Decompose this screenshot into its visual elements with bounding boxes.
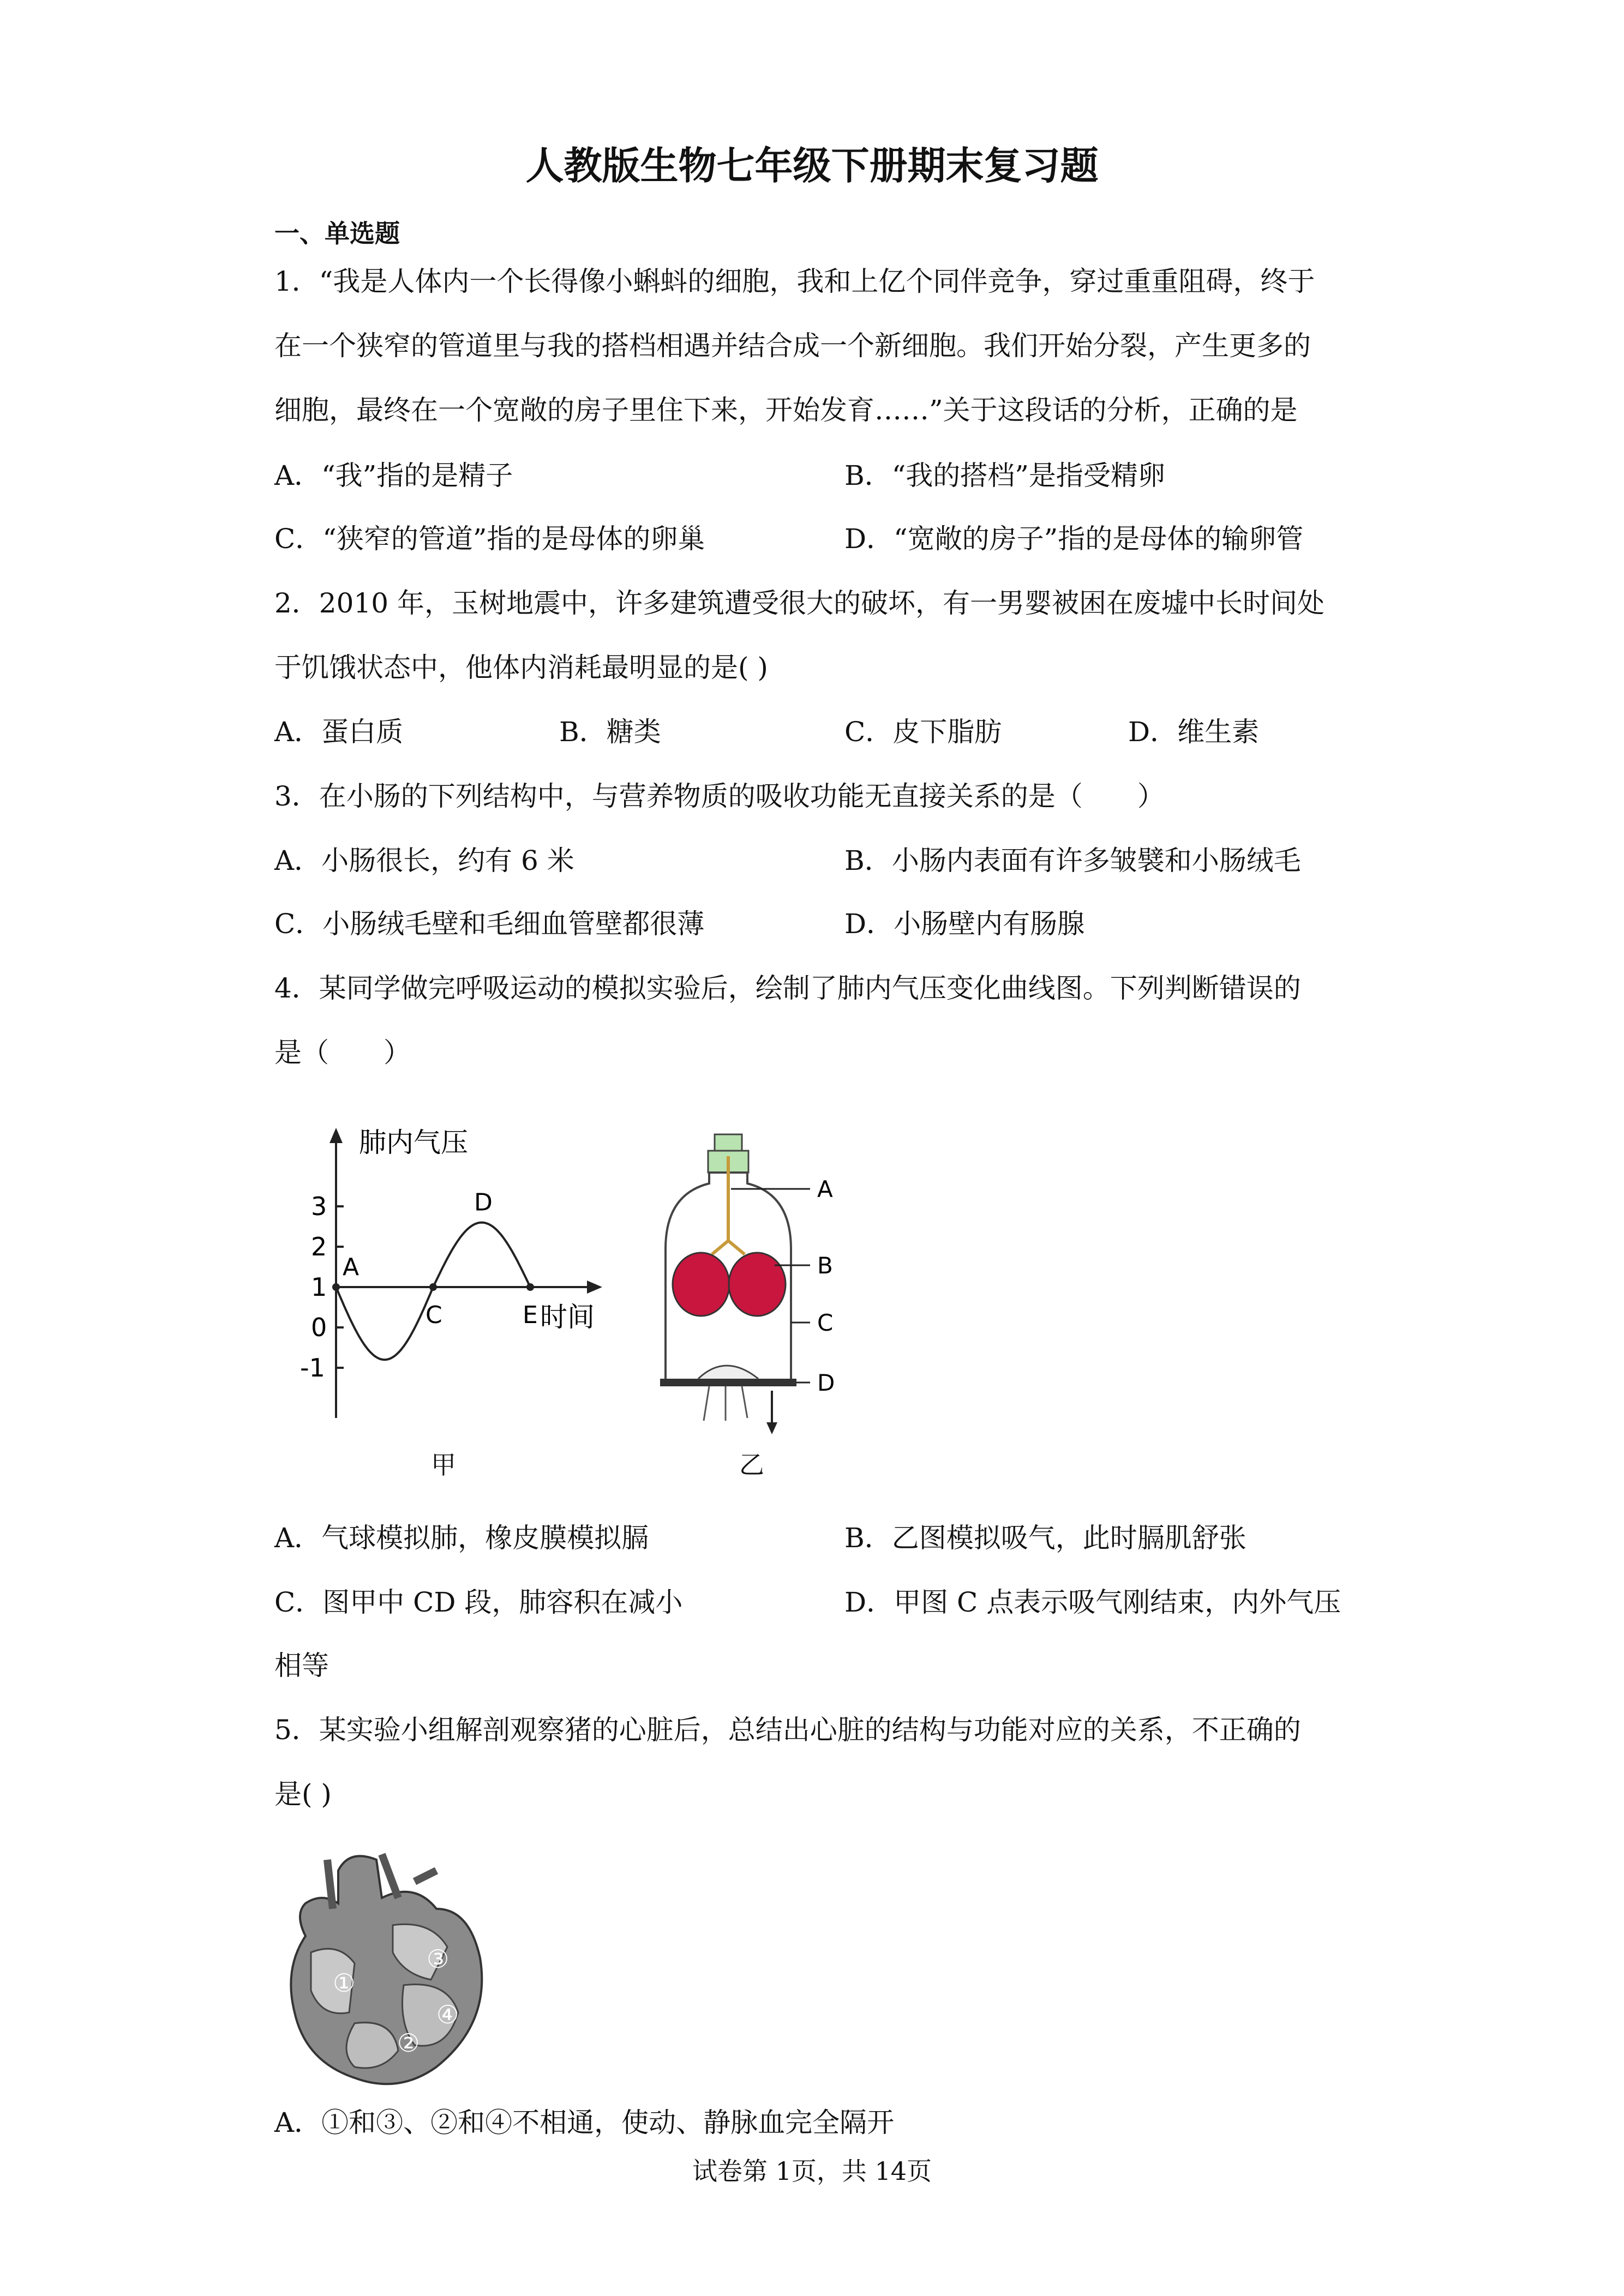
label-4: ④ xyxy=(436,2000,459,2029)
pressure-curve xyxy=(336,1223,530,1360)
q2-option-c[interactable]: C．皮下脂肪 xyxy=(844,716,1002,748)
point-label-e: E xyxy=(523,1301,538,1329)
y-tick-label: 1 xyxy=(311,1272,327,1302)
label-3: ③ xyxy=(427,1944,450,1974)
label-c: C xyxy=(817,1309,834,1336)
curve-points xyxy=(332,1189,538,1329)
label-b: B xyxy=(817,1252,833,1279)
y-tick-label: 0 xyxy=(311,1313,327,1342)
heart-figure xyxy=(273,1849,502,2100)
q2-line-2: 于饥饿状态中，他体内消耗最明显的是( ) xyxy=(274,652,768,683)
q4-option-d[interactable]: D．甲图 C 点表示吸气刚结束，内外气压 xyxy=(844,1586,1341,1618)
q4-option-b[interactable]: B．乙图模拟吸气，此时膈肌舒张 xyxy=(844,1522,1247,1554)
label-d: D xyxy=(817,1369,835,1396)
q3-option-d[interactable]: D．小肠壁内有肠腺 xyxy=(844,908,1085,940)
q3-option-a[interactable]: A．小肠很长，约有 6 米 xyxy=(274,845,574,876)
q4-option-d-continued: 相等 xyxy=(274,1650,329,1681)
rubber-membrane xyxy=(698,1366,758,1379)
point-label-d: D xyxy=(474,1188,493,1217)
q2-option-a[interactable]: A．蛋白质 xyxy=(274,716,404,748)
left-balloon xyxy=(673,1253,729,1316)
label-a: A xyxy=(817,1176,833,1203)
bronchi-tube xyxy=(712,1241,745,1254)
q1-line-2: 在一个狭窄的管道里与我的搭档相遇并结合成一个新细胞。我们开始分裂，产生更多的 xyxy=(274,330,1311,362)
q4-option-a[interactable]: A．气球模拟肺，橡皮膜模拟膈 xyxy=(274,1522,649,1554)
point-label-a: A xyxy=(343,1253,359,1281)
curve-point xyxy=(429,1283,437,1291)
figure-caption-jia: 甲 xyxy=(431,1450,456,1480)
q1-option-c[interactable]: C．“狭窄的管道”指的是母体的卵巢 xyxy=(274,523,705,555)
y-axis-arrow xyxy=(329,1128,343,1143)
q2-line-1: 2．2010 年，玉树地震中，许多建筑遭受很大的破坏，有一男婴被困在废墟中长时间处 xyxy=(274,587,1325,619)
q3-option-b[interactable]: B．小肠内表面有许多皱襞和小肠绒毛 xyxy=(844,845,1301,876)
q1-option-a[interactable]: A．“我”指的是精子 xyxy=(274,460,513,491)
section-heading: 一、单选题 xyxy=(274,219,400,248)
q3-line-1: 3．在小肠的下列结构中，与营养物质的吸收功能无直接关系的是（ ） xyxy=(274,780,1165,812)
figure-caption-yi: 乙 xyxy=(739,1450,764,1480)
q1-option-b[interactable]: B．“我的搭档”是指受精卵 xyxy=(844,460,1165,491)
down-arrow-head-icon xyxy=(766,1422,777,1434)
hand-icon xyxy=(704,1386,747,1421)
q4-line-2: 是（ ） xyxy=(274,1037,411,1068)
q4-option-c[interactable]: C．图甲中 CD 段，肺容积在减小 xyxy=(274,1586,683,1618)
q1-option-d[interactable]: D．“宽敞的房子”指的是母体的输卵管 xyxy=(844,523,1304,555)
q5-line-1: 5．某实验小组解剖观察猪的心脏后，总结出心脏的结构与功能对应的关系，不正确的 xyxy=(274,1714,1301,1746)
curve-point xyxy=(332,1283,340,1291)
x-axis-label: 时间 xyxy=(540,1301,595,1333)
q5-line-2: 是( ) xyxy=(274,1778,332,1810)
q1-line-3: 细胞，最终在一个宽敞的房子里住下来，开始发育……”关于这段话的分析，正确的是 xyxy=(274,394,1298,426)
y-tick-label: -1 xyxy=(300,1353,325,1383)
q4-line-1: 4．某同学做完呼吸运动的模拟实验后，绘制了肺内气压变化曲线图。下列判断错误的 xyxy=(274,972,1301,1004)
right-balloon xyxy=(729,1253,786,1316)
q5-option-a[interactable]: A．①和③、②和④不相通，使动、静脉血完全隔开 xyxy=(274,2107,895,2138)
chart-title: 肺内气压 xyxy=(359,1127,468,1158)
x-axis-arrow xyxy=(587,1281,602,1294)
bell-jar-figure xyxy=(644,1123,895,1451)
q2-option-d[interactable]: D．维生素 xyxy=(1128,716,1260,748)
y-tick-label: 2 xyxy=(311,1232,327,1261)
page-footer: 试卷第 1页，共 14页 xyxy=(692,2156,932,2186)
q3-option-c[interactable]: C．小肠绒毛壁和毛细血管壁都很薄 xyxy=(274,908,705,940)
point-label-c: C xyxy=(426,1301,442,1329)
diaphragm-base xyxy=(660,1379,796,1386)
y-tick-label: 3 xyxy=(311,1192,327,1221)
pressure-chart xyxy=(284,1123,622,1440)
page-title: 人教版生物七年级下册期末复习题 xyxy=(525,143,1099,188)
q2-option-b[interactable]: B．糖类 xyxy=(559,716,661,748)
label-2: ② xyxy=(397,2028,420,2058)
curve-point xyxy=(526,1283,534,1291)
stopper-top xyxy=(715,1134,742,1151)
q1-line-1: 1．“我是人体内一个长得像小蝌蚪的细胞，我和上亿个同伴竞争，穿过重重阻碍，终于 xyxy=(274,266,1315,297)
label-1: ① xyxy=(333,1968,356,1998)
